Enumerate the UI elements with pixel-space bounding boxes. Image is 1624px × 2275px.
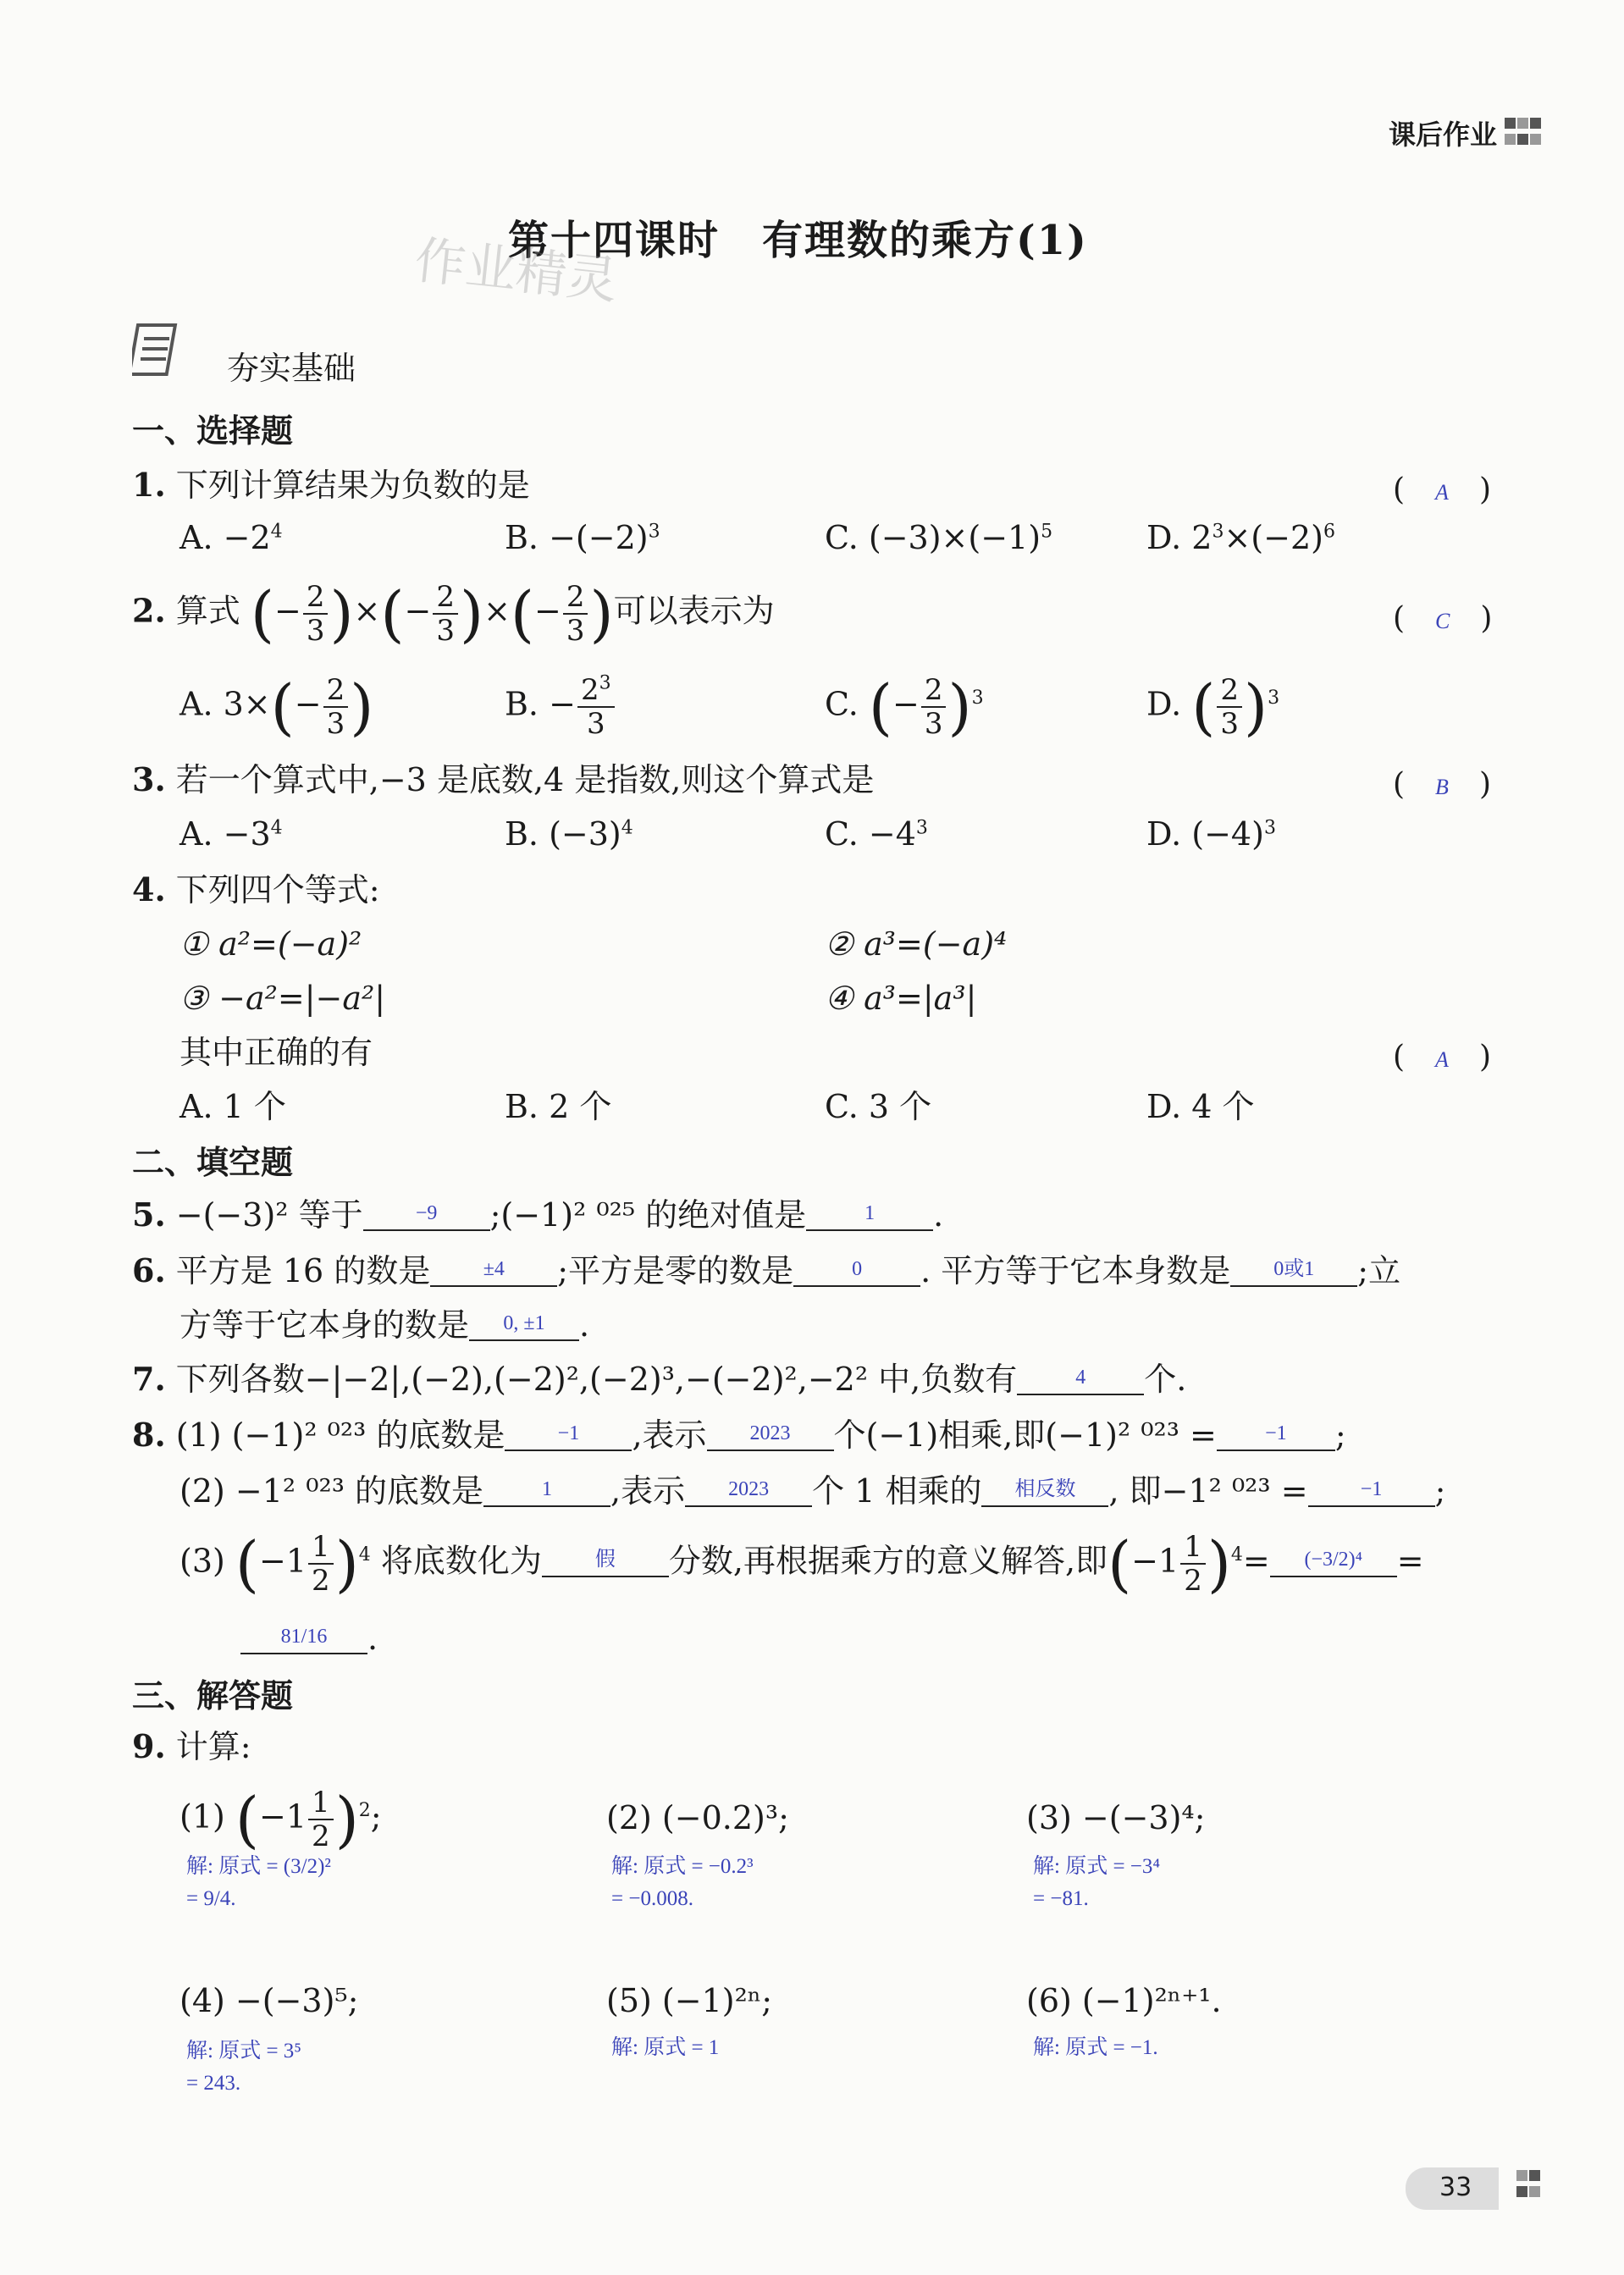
q-number: 1.	[132, 466, 166, 504]
q3-option-b: B. $(-3)^4$	[505, 815, 633, 853]
header-label: 课后作业	[1388, 119, 1497, 151]
equation-1: ① a²=(−a)²	[180, 925, 362, 963]
q4-option-d: D. 4 个	[1146, 1088, 1255, 1125]
section-badge: 夯实基础	[227, 350, 356, 387]
part-heading-3: 三、解答题	[132, 1677, 294, 1715]
answer-choice: A	[1435, 480, 1449, 505]
q9-part-5: (5) (−1)²ⁿ;	[606, 1982, 773, 2019]
q1-option-a: A. $-2^4$	[180, 519, 283, 556]
q9-solution-4b: = 243.	[186, 2072, 241, 2095]
q1-option-c: C. $(-3)\times(-1)^5$	[825, 519, 1053, 556]
answer-bracket-4: ( A )	[1393, 1040, 1491, 1074]
q4-substem: 其中正确的有	[180, 1034, 373, 1071]
q9-part-6: (6) (−1)²ⁿ⁺¹.	[1026, 1982, 1222, 2019]
equation-2: ② a³=(−a)⁴	[825, 925, 1008, 963]
q3-option-c: C. $-4^3$	[825, 815, 928, 853]
q9-part-1: (1) (−1 $\frac{1}{2}$ )$^2$;	[180, 1784, 382, 1855]
watermark: 作业精灵	[412, 230, 621, 312]
question-8-line-3: (3) (−1 $\frac{1}{2}$ )$^4$ 将底数化为 $^假$ 分数,再根据乘方的意义解答,即(−1 $\frac{1}{2}$ )$^4$= $^{(-3/2)^4}$ =	[180, 1528, 1424, 1599]
q9-solution-1b: = 9/4.	[186, 1887, 236, 1910]
q1-option-b: B. $-(-2)^3$	[505, 519, 660, 556]
question-6: 6. 平方是 16 的数是 $^{\pm 4}$ ;平方是零的数是 $^0$ . 平方等于它本身数是 $^{0或1}$ ;立	[132, 1251, 1401, 1289]
equation-3: ③ −a²=|−a²|	[180, 980, 386, 1017]
page-title: 第十四课时 有理数的乘方(1)	[508, 217, 1088, 264]
part-heading-1: 一、选择题	[132, 412, 294, 450]
q9-solution-2a: 解: 原式 = −0.2³	[611, 1855, 754, 1878]
q9-part-2: (2) (−0.2)³;	[606, 1799, 789, 1836]
question-4: 4. 下列四个等式:	[132, 870, 380, 908]
q2-option-d: D. ( $\frac{2}{3}$ )$^3$	[1146, 671, 1280, 743]
question-9: 9. 计算:	[132, 1727, 251, 1765]
question-8-line-2: (2) −1² ⁰²³ 的底数是 $^1$ ,表示 $^{2023}$ 个 1 相乘的 $^{相反数}$ , 即−1² ⁰²³ = $^{-1}$ ;	[180, 1472, 1446, 1510]
q2-option-b: B. − $\frac{2^3}{3}$	[505, 674, 616, 740]
q1-option-d: D. $2^3\times(-2)^6$	[1146, 519, 1335, 556]
page-number: 33	[1439, 2173, 1472, 2202]
q-stem: 下列计算结果为负数的是	[175, 467, 530, 504]
q9-solution-5a: 解: 原式 = 1	[611, 2036, 720, 2059]
question-8-line-4: $^{81/16}$ .	[240, 1619, 378, 1658]
answer-bracket-2: ( C )	[1393, 601, 1493, 636]
q4-option-b: B. 2 个	[505, 1088, 612, 1125]
q2-option-a: A. 3×(− $\frac{2}{3}$ )	[180, 671, 374, 743]
q4-option-a: A. 1 个	[180, 1088, 286, 1125]
question-2: 2. 算式 (− $\frac{2}{3}$ )×(− $\frac{2}{3}$ )×(− $\frac{2}{3}$ )可以表示为	[132, 578, 775, 649]
q9-solution-3b: = −81.	[1033, 1887, 1089, 1910]
q9-solution-1a: 解: 原式 = (3/2)²	[186, 1855, 331, 1878]
q9-part-4: (4) −(−3)⁵;	[180, 1982, 359, 2019]
question-3: 3. 若一个算式中,−3 是底数,4 是指数,则这个算式是	[132, 760, 875, 798]
notebook-icon	[132, 320, 183, 379]
q3-option-a: A. $-3^4$	[180, 815, 283, 853]
question-7: 7. 下列各数−|−2|,(−2),(−2)²,(−2)³,−(−2)²,−2² 中,负数有 $^4$ 个.	[132, 1360, 1187, 1398]
q3-option-d: D. $(-4)^3$	[1146, 815, 1276, 853]
q4-option-c: C. 3 个	[825, 1088, 932, 1125]
part-heading-2: 二、填空题	[132, 1144, 294, 1181]
q9-solution-6a: 解: 原式 = −1.	[1033, 2036, 1158, 2059]
q9-solution-4a: 解: 原式 = 3⁵	[186, 2040, 302, 2062]
question-6-cont: 方等于它本身的数是 $^{0, \pm 1}$ .	[180, 1306, 590, 1344]
q2-option-c: C. (− $\frac{2}{3}$ )$^3$	[825, 671, 984, 743]
footer-squares-icon	[1516, 2169, 1566, 2201]
q9-solution-3a: 解: 原式 = −3⁴	[1033, 1855, 1161, 1878]
header-squares-icon	[1504, 117, 1555, 149]
question-5: 5. −(−3)² 等于 $^{-9}$ ;(−1)² ⁰²⁵ 的绝对值是 $^1$ .	[132, 1195, 944, 1234]
q9-solution-2b: = −0.008.	[611, 1887, 693, 1910]
equation-4: ④ a³=|a³|	[825, 980, 977, 1017]
answer-bracket-3: ( B )	[1393, 767, 1491, 802]
answer-bracket-1: ( A )	[1393, 472, 1491, 507]
question-8-line-1: 8. (1) (−1)² ⁰²³ 的底数是 $^{-1}$ ,表示 $^{2023}$ 个(−1)相乘,即(−1)² ⁰²³ = $^{-1}$ ;	[132, 1416, 1346, 1454]
q9-part-3: (3) −(−3)⁴;	[1026, 1799, 1206, 1836]
question-1	[132, 466, 530, 505]
